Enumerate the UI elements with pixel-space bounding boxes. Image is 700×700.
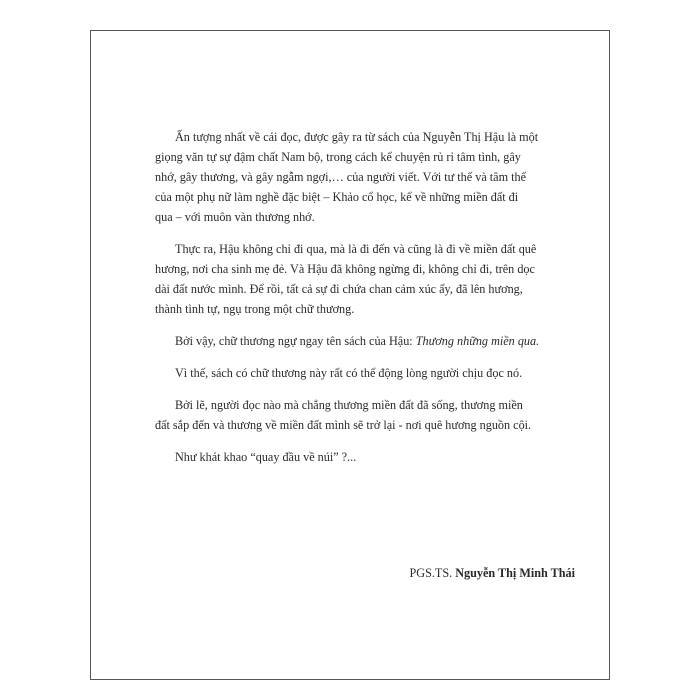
signature-prefix: PGS.TS. (409, 566, 456, 580)
paragraph-line: hương, nơi cha sinh mẹ đẻ. Và Hậu đã không ngừng đi, không chỉ đi, trên dọc (155, 262, 535, 276)
paragraph-line: Ấn tượng nhất về cái đọc, được gây ra từ sách của Nguyễn Thị Hậu là một (175, 130, 539, 144)
paragraph-text: Như khát khao “quay đầu về núi” ?... (175, 450, 357, 464)
author-signature (155, 563, 575, 583)
paragraph-2 (155, 239, 575, 319)
paragraph-1 (155, 127, 575, 227)
paragraph-line: dài đất nước mình. Để rồi, tất cả sự đi chứa chan cảm xúc ấy, đã lên hương, (155, 282, 523, 296)
signature-name: Nguyễn Thị Minh Thái (455, 566, 575, 580)
paragraph-line: của một phụ nữ làm nghề đặc biệt – Khảo cổ học, kể về những miền đất đi (155, 190, 519, 204)
book-page (90, 30, 610, 680)
body-text (155, 127, 575, 580)
paragraph-line: Bởi lẽ, người đọc nào mà chẳng thương miền đất đã sống, thương miền (175, 398, 523, 412)
paragraph-line: Thực ra, Hậu không chỉ đi qua, mà là đi đến và cũng là đi về miền đất quê (175, 242, 537, 256)
paragraph-text: Vì thế, sách có chữ thương này rất có thể động lòng người chịu đọc nó. (175, 366, 523, 380)
paragraph-line: nhớ, gây thương, và gây ngẫm ngợi,… của người viết. Với tư thế và tâm thế (155, 170, 526, 184)
book-title: Thương những miền qua. (415, 334, 540, 348)
paragraph-line: đất sắp đến và thương về miền đất mình sẽ trở lại - nơi quê hương nguồn cội. (155, 418, 532, 432)
paragraph-line: thành tình tự, ngụ trong một chữ thương. (155, 302, 355, 316)
paragraph-line: giọng văn tự sự đậm chất Nam bộ, trong cách kể chuyện rủ rỉ tâm tình, gây (155, 150, 521, 164)
paragraph-6 (155, 447, 575, 467)
paragraph-line: qua – với muôn vàn thương nhớ. (155, 210, 315, 224)
paragraph-5 (155, 395, 575, 435)
paragraph-4 (155, 363, 575, 383)
paragraph-text: Bởi vậy, chữ thương ngự ngay tên sách của Hậu: (175, 334, 416, 348)
paragraph-3 (155, 331, 575, 351)
